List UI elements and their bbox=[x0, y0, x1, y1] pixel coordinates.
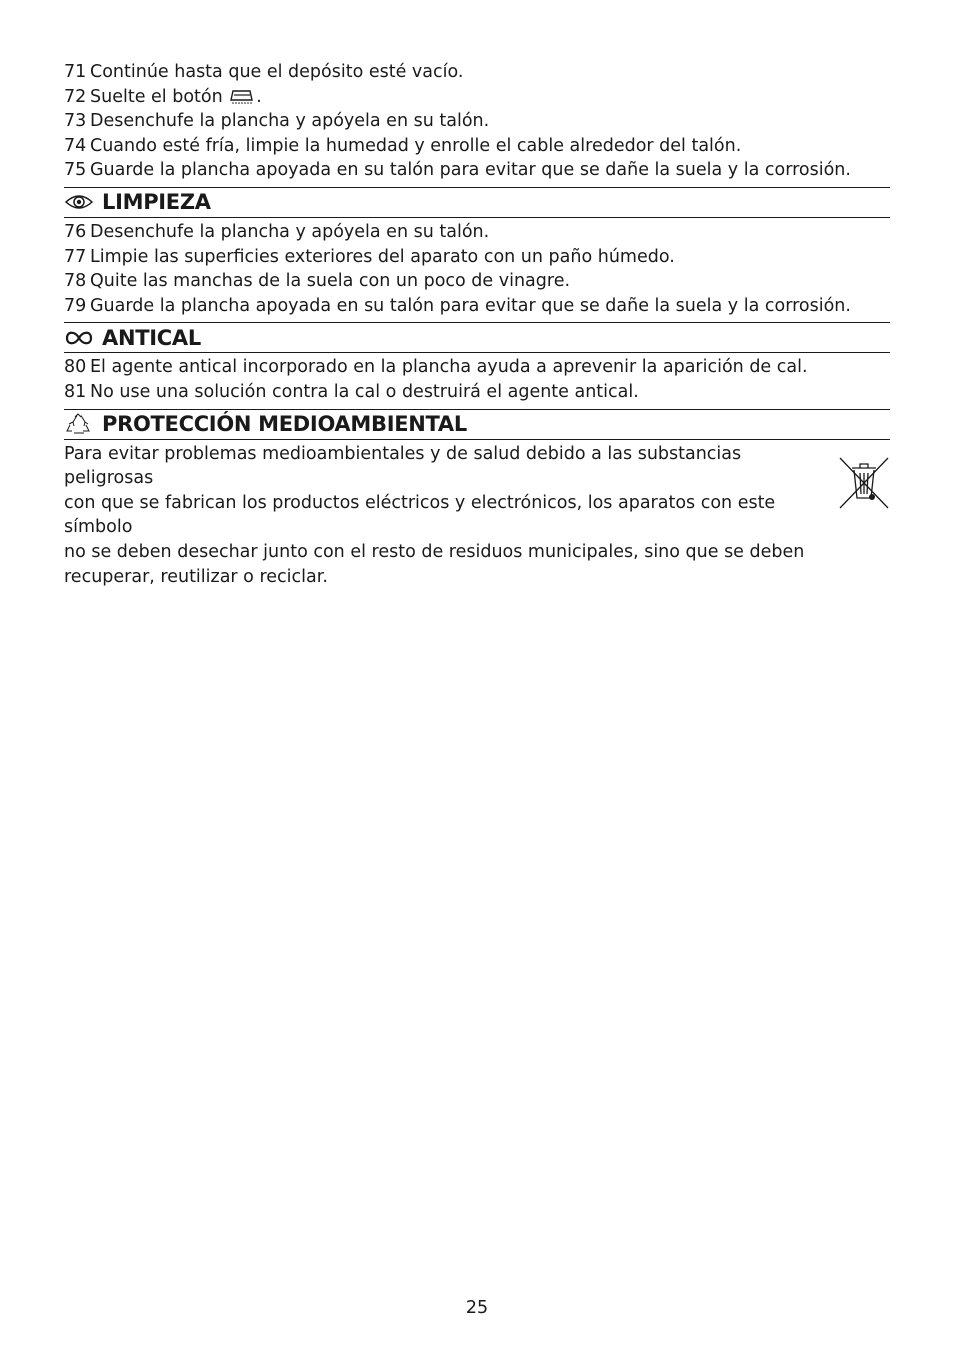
infinity-icon bbox=[64, 328, 94, 348]
list-item: 77 Limpie las superficies exteriores del aparato con un paño húmedo. bbox=[64, 246, 675, 267]
list-item: 71 Continúe hasta que el depósito esté vacío. bbox=[64, 62, 464, 82]
list-item: 75 Guarde la plancha apoyada en su talón para evitar que se dañe la suela y la corrosión. bbox=[64, 160, 851, 181]
section-title: ANTICAL bbox=[102, 325, 201, 350]
top-list bbox=[64, 60, 890, 183]
antical-list bbox=[64, 355, 890, 404]
environment-paragraph: Para evitar problemas medioambientales y de salud debido a las substancias peligrosas con que se fabrican los productos eléctricos y electrónicos, los aparatos con este símbolo no se deben desechar junto con el resto de residuos municipales, sino que se deben recuperar, reutilizar o reciclar. bbox=[64, 443, 805, 587]
section-heading-limpieza bbox=[64, 187, 890, 218]
list-item: 81 No use una solución contra la cal o destruirá el agente antical. bbox=[64, 381, 639, 402]
page-number: 25 bbox=[465, 1298, 489, 1318]
crossed-bin-icon bbox=[838, 456, 890, 510]
section-heading-environment bbox=[64, 409, 890, 440]
limpieza-list bbox=[64, 220, 890, 318]
eye-icon bbox=[64, 192, 94, 212]
environment-section bbox=[64, 442, 890, 590]
list-item: 72 Suelte el botón . bbox=[64, 86, 262, 107]
section-heading-antical bbox=[64, 322, 890, 353]
steam-iron-icon bbox=[228, 87, 256, 105]
recycle-icon bbox=[64, 414, 94, 434]
list-item: 78 Quite las manchas de la suela con un poco de vinagre. bbox=[64, 271, 571, 292]
section-title: LIMPIEZA bbox=[102, 190, 211, 215]
section-title: PROTECCIÓN MEDIOAMBIENTAL bbox=[102, 412, 467, 437]
list-item: 76 Desenchufe la plancha y apóyela en su talón. bbox=[64, 221, 490, 242]
list-item: 74 Cuando esté fría, limpie la humedad y enrolle el cable alrededor del talón. bbox=[64, 135, 742, 156]
list-item: 79 Guarde la plancha apoyada en su talón para evitar que se dañe la suela y la corrosión. bbox=[64, 295, 851, 316]
page-content bbox=[64, 60, 890, 589]
list-item: 73 Desenchufe la plancha y apóyela en su talón. bbox=[64, 111, 490, 132]
list-item: 80 El agente antical incorporado en la plancha ayuda a aprevenir la aparición de cal. bbox=[64, 357, 808, 378]
